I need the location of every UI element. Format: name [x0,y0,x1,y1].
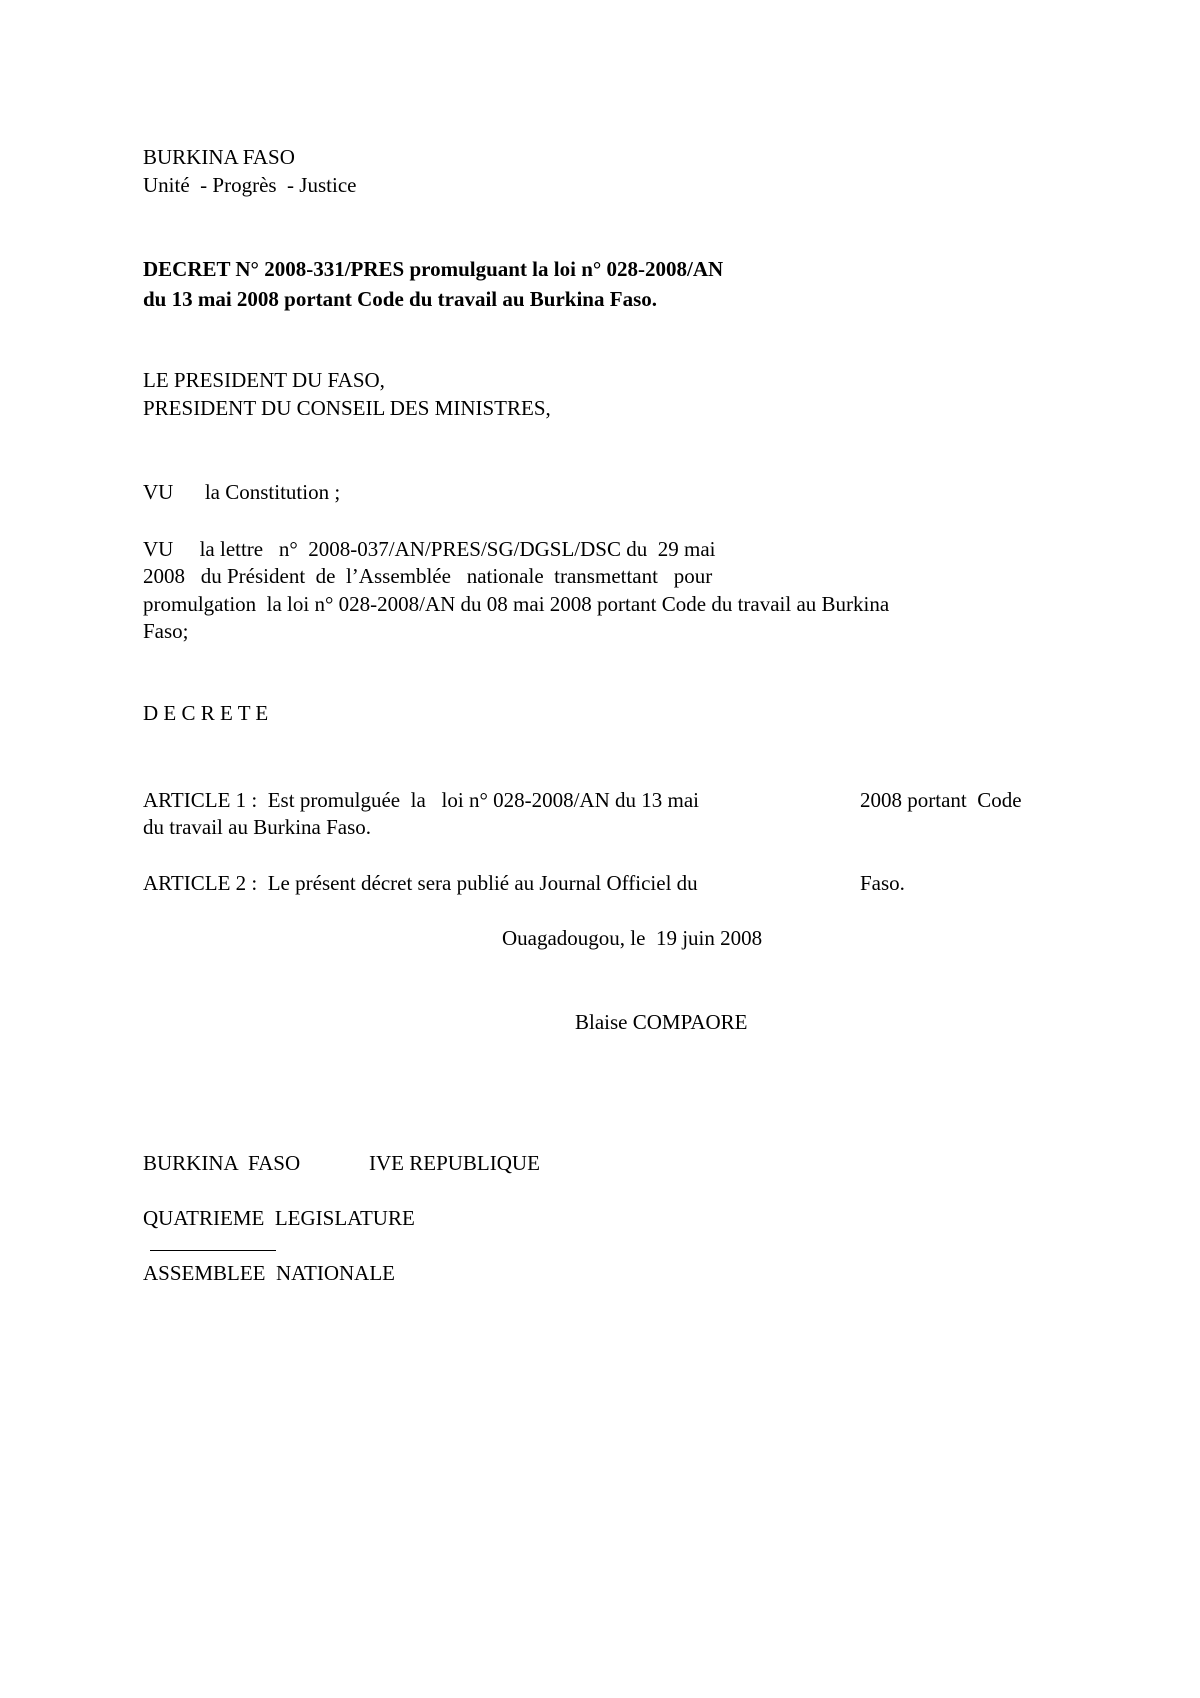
visa-letter-line-2: 2008 du Président de l’Assemblée nationale transmettant pour [143,564,713,588]
footer-assembly: ASSEMBLEE NATIONALE [143,1261,395,1285]
article-2-text: ARTICLE 2 : Le présent décret sera publié au Journal Officiel du [143,871,698,895]
visa-letter-line-4: Faso; [143,619,189,643]
national-motto: Unité - Progrès - Justice [143,173,357,197]
president-line-1: LE PRESIDENT DU FASO, [143,368,385,392]
decree-title-line-2: du 13 mai 2008 portant Code du travail au Burkina Faso. [143,287,657,311]
article-2-continuation: Faso. [860,871,905,895]
article-1-text: ARTICLE 1 : Est promulguée la loi n° 028-2008/AN du 13 mai [143,788,699,812]
article-1-continuation: 2008 portant Code [860,788,1022,812]
visa-letter-line-3: promulgation la loi n° 028-2008/AN du 08 mai 2008 portant Code du travail au Burkina [143,592,890,616]
visa-letter-line-1: VU la lettre n° 2008-037/AN/PRES/SG/DGSL/DSC du 29 mai [143,537,716,561]
footer-legislature: QUATRIEME LEGISLATURE [143,1206,415,1230]
footer-country: BURKINA FASO [143,1151,301,1175]
place-and-date: Ouagadougou, le 19 juin 2008 [502,926,763,950]
signatory-name: Blaise COMPAORE [575,1010,748,1034]
decrete-heading: D E C R E T E [143,701,269,725]
president-line-2: PRESIDENT DU CONSEIL DES MINISTRES, [143,396,551,420]
country-heading: BURKINA FASO [143,145,295,169]
decree-title-line-1: DECRET N° 2008-331/PRES promulguant la loi n° 028-2008/AN [143,257,724,281]
visa-constitution: VU la Constitution ; [143,480,341,504]
article-1-line-2: du travail au Burkina Faso. [143,815,372,839]
footer-republic: IVE REPUBLIQUE [369,1151,540,1175]
footer-divider [150,1250,276,1251]
